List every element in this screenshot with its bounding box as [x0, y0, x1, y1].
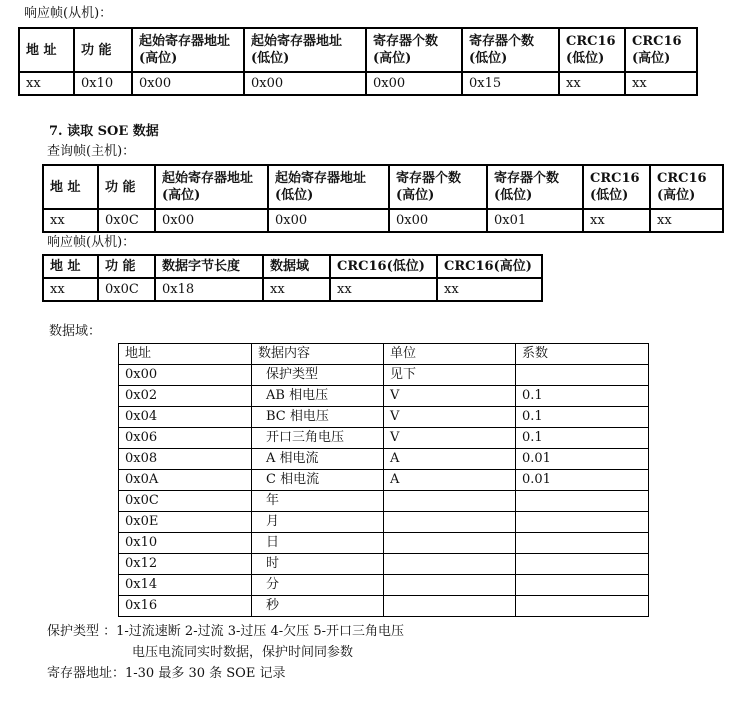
col-start-reg-low: 起始寄存器地址 (低位) [268, 165, 389, 209]
value-cell: 0x00 [132, 72, 244, 95]
resp1-frame-table [18, 27, 698, 96]
value-cell: 0x0C [98, 209, 155, 232]
resp1-caption: 响应帧(从机)： [24, 6, 113, 21]
col-function: 功 能 [98, 255, 155, 278]
col-data-byte-length: 数据字节长度 [155, 255, 263, 278]
col-crc-low: CRC16 (低位) [583, 165, 650, 209]
col-crc-low: CRC16 (低位) [559, 28, 625, 72]
query-frame-table [42, 164, 724, 233]
table-row: 0x00 保护类型 见下 [119, 365, 649, 386]
col-crc-low: CRC16(低位) [330, 255, 437, 278]
query-caption: 查询帧(主机)： [47, 144, 136, 159]
value-cell: 0x10 [74, 72, 132, 95]
value-cell: 0x18 [155, 278, 263, 301]
note-voltage-current: 电压电流同实时数据，保护时间同参数 [132, 645, 354, 660]
datafield-caption: 数据域： [49, 324, 102, 339]
col-reg-count-low: 寄存器个数 (低位) [462, 28, 559, 72]
value-cell: 0x00 [268, 209, 389, 232]
col-function: 功 能 [98, 165, 155, 209]
table-row: 0x16 秒 [119, 596, 649, 617]
value-cell: xx [437, 278, 542, 301]
resp2-frame-table [42, 254, 543, 302]
table-row: 0x0A C 相电流 A 0.01 [119, 470, 649, 491]
resp2-caption: 响应帧(从机)： [47, 235, 136, 250]
value-cell: 0x00 [244, 72, 366, 95]
value-cell: 0x00 [366, 72, 462, 95]
col-crc-high: CRC16 (高位) [650, 165, 723, 209]
table-row: 0x06 开口三角电压 V 0.1 [119, 428, 649, 449]
col-data-field: 数据域 [263, 255, 330, 278]
col-address: 地 址 [19, 28, 74, 72]
table-row: 0x02 AB 相电压 V 0.1 [119, 386, 649, 407]
value-cell: 0x00 [155, 209, 268, 232]
value-cell: xx [625, 72, 697, 95]
col-reg-count-high: 寄存器个数 (高位) [389, 165, 487, 209]
value-cell: xx [43, 278, 98, 301]
value-cell: 0x0C [98, 278, 155, 301]
table-row: 0x0E 月 [119, 512, 649, 533]
value-cell: 0x01 [487, 209, 583, 232]
value-cell: 0x15 [462, 72, 559, 95]
value-cell: 0x00 [389, 209, 487, 232]
table-row: 0x10 日 [119, 533, 649, 554]
col-start-reg-high: 起始寄存器地址 (高位) [132, 28, 244, 72]
header-unit: 单位 [384, 344, 516, 365]
value-cell: xx [650, 209, 723, 232]
col-crc-high: CRC16(高位) [437, 255, 542, 278]
datafield-table [118, 343, 649, 617]
col-start-reg-low: 起始寄存器地址 (低位) [244, 28, 366, 72]
table-row: 0x12 时 [119, 554, 649, 575]
col-start-reg-high: 起始寄存器地址 (高位) [155, 165, 268, 209]
header-address: 地址 [119, 344, 252, 365]
note-register-address: 寄存器地址：1-30 最多 30 条 SOE 记录 [47, 666, 286, 681]
value-cell: xx [559, 72, 625, 95]
value-cell: xx [583, 209, 650, 232]
col-reg-count-high: 寄存器个数 (高位) [366, 28, 462, 72]
col-address: 地 址 [43, 165, 98, 209]
col-function: 功 能 [74, 28, 132, 72]
table-row: 0x08 A 相电流 A 0.01 [119, 449, 649, 470]
value-cell: xx [330, 278, 437, 301]
table-row: 0x0C 年 [119, 491, 649, 512]
header-content: 数据内容 [252, 344, 384, 365]
note-protection-types: 保护类型 ：1-过流速断 2-过流 3-过压 4-欠压 5-开口三角电压 [47, 624, 404, 639]
section-title: 7. 读取 SOE 数据 [49, 124, 159, 139]
value-cell: xx [19, 72, 74, 95]
table-row: 0x14 分 [119, 575, 649, 596]
col-address: 地 址 [43, 255, 98, 278]
table-row: 0x04 BC 相电压 V 0.1 [119, 407, 649, 428]
value-cell: xx [43, 209, 98, 232]
value-cell: xx [263, 278, 330, 301]
header-coefficient: 系数 [516, 344, 649, 365]
col-crc-high: CRC16 (高位) [625, 28, 697, 72]
col-reg-count-low: 寄存器个数 (低位) [487, 165, 583, 209]
